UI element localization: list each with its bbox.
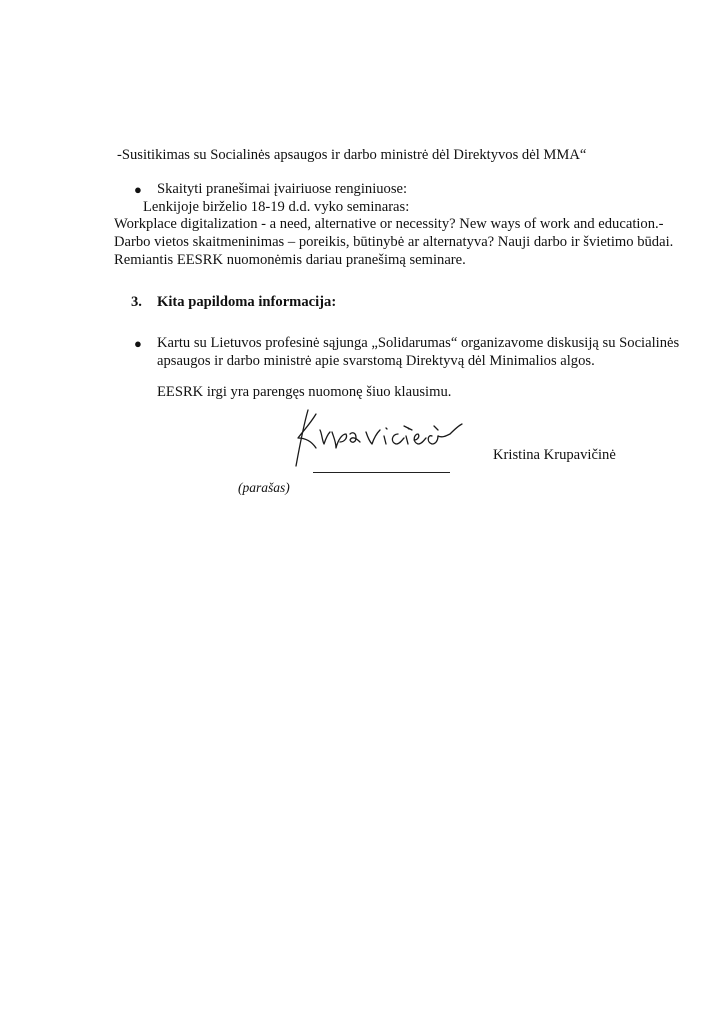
signer-name: Kristina Krupavičinė (493, 447, 616, 463)
seminar-title-lt: Darbo vietos skaitmeninimas – poreikis, būtinybė ar alternatyva? Nauji darbo ir švietimo būdai. (114, 234, 674, 250)
signature-caption: (parašas) (238, 480, 290, 495)
signature-line (313, 472, 450, 473)
meeting-line: -Susitikimas su Socialinės apsaugos ir darbo ministrė dėl Direktyvos dėl MMA“ (117, 147, 587, 163)
bullet-info: ● (134, 336, 142, 351)
section-number: 3. (131, 294, 142, 310)
seminar-note: Remiantis EESRK nuomonėmis dariau pranešimą seminare. (114, 252, 466, 268)
bullet-reports: ● (134, 182, 142, 197)
info-line-2: apsaugos ir darbo ministrė apie svarstomą Direktyvą dėl Minimalios algos. (157, 353, 595, 369)
section-title: Kita papildoma informacija: (157, 294, 337, 310)
reports-heading: Skaityti pranešimai įvairiuose renginiuose: (157, 181, 408, 197)
seminar-line: Lenkijoje birželio 18-19 d.d. vyko seminaras: (143, 199, 410, 215)
info-line-1: Kartu su Lietuvos profesinė sąjunga „Solidarumas“ organizavome diskusiją su Socialinės (157, 335, 680, 351)
handwritten-signature (286, 404, 466, 474)
seminar-title-en: Workplace digitalization - a need, alternative or necessity? New ways of work and education.- (114, 216, 664, 232)
eesrk-line: EESRK irgi yra parengęs nuomonę šiuo klausimu. (157, 384, 452, 400)
